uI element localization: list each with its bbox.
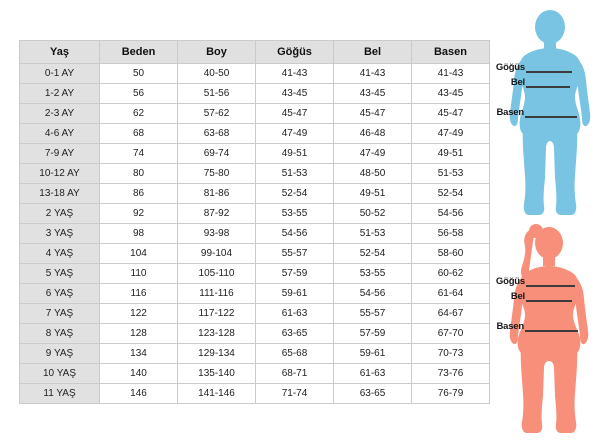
col-header-age: Yaş [20, 41, 100, 64]
value-cell: 59-61 [334, 344, 412, 364]
value-cell: 53-55 [256, 204, 334, 224]
value-cell: 58-60 [412, 244, 490, 264]
table-row [20, 304, 490, 324]
age-cell: 1-2 AY [20, 84, 100, 104]
value-cell: 50-52 [334, 204, 412, 224]
value-cell: 41-43 [334, 64, 412, 84]
value-cell: 68-71 [256, 364, 334, 384]
table-row [20, 204, 490, 224]
age-cell: 6 YAŞ [20, 284, 100, 304]
age-cell: 13-18 AY [20, 184, 100, 204]
value-cell: 45-47 [412, 104, 490, 124]
value-cell: 41-43 [412, 64, 490, 84]
boy-hip-measure [490, 107, 577, 119]
girl-figure [497, 222, 597, 445]
value-cell: 47-49 [256, 124, 334, 144]
table-row [20, 164, 490, 184]
boy-chest-line [526, 71, 572, 73]
value-cell: 81-86 [178, 184, 256, 204]
table-row [20, 344, 490, 364]
value-cell: 57-62 [178, 104, 256, 124]
value-cell: 51-53 [334, 224, 412, 244]
value-cell: 63-68 [178, 124, 256, 144]
value-cell: 47-49 [334, 144, 412, 164]
col-header-hip: Basen [412, 41, 490, 64]
age-cell: 8 YAŞ [20, 324, 100, 344]
value-cell: 117-122 [178, 304, 256, 324]
value-cell: 57-59 [256, 264, 334, 284]
value-cell: 134 [100, 344, 178, 364]
boy-chest-label: Göğüs [495, 62, 525, 73]
girl-hip-measure [490, 321, 578, 333]
table-row [20, 144, 490, 164]
table-row [20, 324, 490, 344]
value-cell: 56-58 [412, 224, 490, 244]
girl-chest-label: Göğüs [495, 276, 525, 287]
girl-hip-label: Basen [496, 321, 524, 332]
value-cell: 54-56 [256, 224, 334, 244]
boy-waist-measure [491, 77, 570, 89]
girl-legs [521, 345, 578, 433]
table-row [20, 184, 490, 204]
value-cell: 51-53 [256, 164, 334, 184]
age-cell: 0-1 AY [20, 64, 100, 84]
value-cell: 63-65 [334, 384, 412, 404]
value-cell: 71-74 [256, 384, 334, 404]
table-row [20, 364, 490, 384]
value-cell: 55-57 [334, 304, 412, 324]
age-cell: 7 YAŞ [20, 304, 100, 324]
size-table-body [20, 64, 490, 404]
value-cell: 99-104 [178, 244, 256, 264]
value-cell: 43-45 [256, 84, 334, 104]
age-cell: 2 YAŞ [20, 204, 100, 224]
girl-neck [543, 254, 555, 266]
value-cell: 50 [100, 64, 178, 84]
value-cell: 61-63 [256, 304, 334, 324]
value-cell: 110 [100, 264, 178, 284]
girl-chest-line [526, 285, 575, 287]
value-cell: 45-47 [334, 104, 412, 124]
age-cell: 5 YAŞ [20, 264, 100, 284]
value-cell: 87-92 [178, 204, 256, 224]
value-cell: 41-43 [256, 64, 334, 84]
girl-waist-line [526, 300, 572, 302]
age-cell: 7-9 AY [20, 144, 100, 164]
value-cell: 56 [100, 84, 178, 104]
value-cell: 129-134 [178, 344, 256, 364]
value-cell: 73-76 [412, 364, 490, 384]
value-cell: 128 [100, 324, 178, 344]
value-cell: 135-140 [178, 364, 256, 384]
table-row [20, 64, 490, 84]
value-cell: 60-62 [412, 264, 490, 284]
value-cell: 49-51 [256, 144, 334, 164]
age-cell: 2-3 AY [20, 104, 100, 124]
value-cell: 54-56 [334, 284, 412, 304]
table-row [20, 244, 490, 264]
value-cell: 74 [100, 144, 178, 164]
age-cell: 10 YAŞ [20, 364, 100, 384]
value-cell: 80 [100, 164, 178, 184]
boy-chest-measure [491, 62, 572, 74]
boy-legs [523, 126, 578, 215]
header-row [20, 41, 490, 64]
value-cell: 76-79 [412, 384, 490, 404]
col-header-height: Boy [178, 41, 256, 64]
value-cell: 64-67 [412, 304, 490, 324]
boy-waist-label: Bel [510, 77, 525, 88]
value-cell: 111-116 [178, 284, 256, 304]
col-header-chest: Göğüs [256, 41, 334, 64]
age-cell: 4 YAŞ [20, 244, 100, 264]
table-row [20, 84, 490, 104]
value-cell: 61-63 [334, 364, 412, 384]
value-cell: 116 [100, 284, 178, 304]
value-cell: 40-50 [178, 64, 256, 84]
girl-hip-line [525, 330, 578, 332]
value-cell: 86 [100, 184, 178, 204]
age-cell: 4-6 AY [20, 124, 100, 144]
value-cell: 93-98 [178, 224, 256, 244]
value-cell: 140 [100, 364, 178, 384]
boy-waist-line [526, 86, 570, 88]
value-cell: 122 [100, 304, 178, 324]
table-row [20, 284, 490, 304]
value-cell: 62 [100, 104, 178, 124]
value-cell: 68 [100, 124, 178, 144]
size-table [19, 40, 490, 404]
value-cell: 49-51 [334, 184, 412, 204]
boy-hip-label: Basen [496, 107, 524, 118]
value-cell: 65-68 [256, 344, 334, 364]
value-cell: 67-70 [412, 324, 490, 344]
col-header-size: Beden [100, 41, 178, 64]
value-cell: 55-57 [256, 244, 334, 264]
table-row [20, 264, 490, 284]
value-cell: 141-146 [178, 384, 256, 404]
girl-chest-measure [491, 276, 575, 288]
value-cell: 52-54 [256, 184, 334, 204]
boy-torso [519, 48, 582, 134]
value-cell: 61-64 [412, 284, 490, 304]
value-cell: 105-110 [178, 264, 256, 284]
value-cell: 51-56 [178, 84, 256, 104]
table-row [20, 384, 490, 404]
value-cell: 69-74 [178, 144, 256, 164]
value-cell: 52-54 [412, 184, 490, 204]
value-cell: 70-73 [412, 344, 490, 364]
value-cell: 52-54 [334, 244, 412, 264]
value-cell: 45-47 [256, 104, 334, 124]
age-cell: 11 YAŞ [20, 384, 100, 404]
value-cell: 53-55 [334, 264, 412, 284]
value-cell: 54-56 [412, 204, 490, 224]
value-cell: 146 [100, 384, 178, 404]
col-header-waist: Bel [334, 41, 412, 64]
age-cell: 10-12 AY [20, 164, 100, 184]
value-cell: 57-59 [334, 324, 412, 344]
value-cell: 49-51 [412, 144, 490, 164]
age-cell: 3 YAŞ [20, 224, 100, 244]
value-cell: 47-49 [412, 124, 490, 144]
girl-waist-measure [491, 291, 572, 303]
value-cell: 46-48 [334, 124, 412, 144]
value-cell: 63-65 [256, 324, 334, 344]
table-row [20, 104, 490, 124]
value-cell: 98 [100, 224, 178, 244]
value-cell: 43-45 [412, 84, 490, 104]
size-table-head [20, 41, 490, 64]
value-cell: 43-45 [334, 84, 412, 104]
boy-hip-line [525, 116, 577, 118]
value-cell: 48-50 [334, 164, 412, 184]
value-cell: 59-61 [256, 284, 334, 304]
value-cell: 92 [100, 204, 178, 224]
table-row [20, 124, 490, 144]
value-cell: 51-53 [412, 164, 490, 184]
table-row [20, 224, 490, 244]
age-cell: 9 YAŞ [20, 344, 100, 364]
girl-waist-label: Bel [510, 291, 525, 302]
value-cell: 104 [100, 244, 178, 264]
value-cell: 75-80 [178, 164, 256, 184]
value-cell: 123-128 [178, 324, 256, 344]
